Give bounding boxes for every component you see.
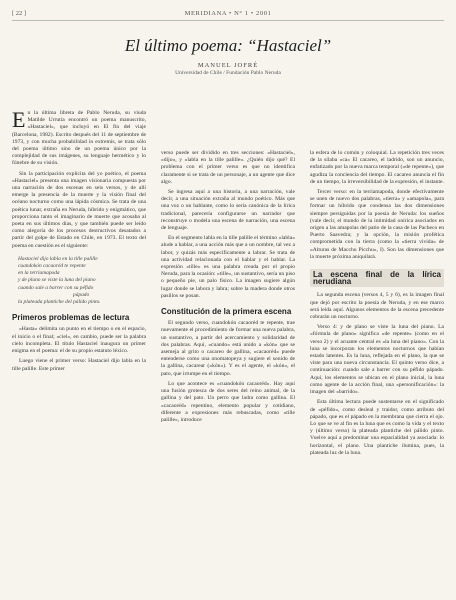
paragraph: El segundo verso, cuandokón cacaoréd te repente, trae nuevamente el procedimiento de formar una nueva palabra, un sustantivo, a partir del acercamiento y solidaridad de dos palabras. Aquí, «cuando» está unido a «kón» que se asemeja al grito o cacareo de gallina, «cacaoréd» puede entenderse como una onomatopeya y sugiere el sonido de la gallina, cacarear («kón»). Y es el agente, el «kón», el pato, que irrumpe en el tiempo.: [161, 320, 295, 377]
paragraph: la esfera de lo común y coloquial. La repetición tres veces de la sílaba «ca» El cacareo, el ladrido, son un anuncio, enfatizado por la nueva marca temporal («de repente»), que agudiza la conciencia del tiempo. El cacareo anuncia el fin de un tiempo, la irreversibilidad de la expresión, el instante.: [310, 150, 444, 185]
running-header: [12, 8, 444, 21]
paragraph: [12, 107, 146, 168]
paragraph: Verso 4: y de plano se viste la luna del piano. La «fórmula de plano» significa «de repente» (como en el verso 2) y el acuante central es «la luna del piano». Con la luna se incorporan los elementos nocturnos que habían estado latentes. Es la luna, reflejada en el plano, la que se viste para una nueva circunstancia. El quinto verso dice, a continuación: cuando sale a barrer con su péfido pápado. Aquí, los elementos se ubican en el plano inicial, la luna como agente de la acción final, una «personificación»: la imagen del «barrido».: [310, 324, 444, 396]
paragraph: Lo que acontece es «cuandokón cacaoréd». Hay aquí una fusión grotesca de dos seres del reino animal, de la gallina y del pato. Un perro que ladra como gallina. El «cacaoréd» repentino, elemento popular y cotidiano, diferente a expresiones más rebuscadas, como «tille palille», introduce: [161, 380, 295, 423]
running-head: MERIDIANA • N° 1 • 2001: [184, 10, 272, 17]
poem-line: pápado: [73, 291, 90, 298]
article-author: MANUEL JOFRÉ: [197, 62, 259, 69]
section-heading: La escena final de la lírica nerudiana: [310, 269, 444, 287]
poem-line: en la terriamapoda: [18, 270, 60, 277]
paragraph: Sin la participación explícita del yo poético, el poema «Hastaciel» presenta una imagen visionaria compuesta por una narración de dos escenas en seis versos, y de allí emerge la presencia de la muerte y la visión final del océano nocturno como una lápida cósmica. Se trata de una poética lunar, extraña en Neruda, híbrido y enigmático, que proporciona tanto el imaginario de muerte que acosaba al poeta en sus últimos días, y que también puede ser leído como alegoría de los procesos destructivos desatados a partir del golpe de Estado en Chile, en 1973. El texto del poema en cuestión es el siguiente:: [12, 170, 146, 249]
paragraph: En el segmento labla en la tille palille el término «labla» alude a hablar, a una acción más que a un nombre, tal vez a labor, y quizás más específicamente a labrar. Se trata de una actividad relacionada con el hablar y el hablar. La expresión «tille» es una palabra creada por el propio Neruda, para la ocasión: «tille», un sustantivo, sería un piso o pequeño pie, un palo fisico. La imagen sugiere algún lugar donde se labora y labra; sobre la madera donde otros pasillos se posan.: [161, 235, 295, 299]
paragraph: Se ingresa aquí a una historia, a una narración, vale decir, a una situación extraña al mundo poético. Más que una voz o un hablante, como lo sería canónica de la lírica tradicional, parecería configurarse un narrador que reconstruye o modela una escena de narración, una escena de lenguaje.: [161, 189, 295, 232]
paragraph: Luego viene el primer verso: Hastaciel dijo labla en la tille palille. Este primer: [12, 358, 146, 372]
paragraph: La segunda escena (versos 4, 5 y 6), es la imagen final que dejó por escrito la poesía de Neruda, y en ese marco será leída aquí. Algunos elementos de la escena precedente cobrarán un nocturno.: [310, 292, 444, 321]
paragraph: verso puede ser dividido en tres secciones: «Hastaciel», «dijo», y «labla en la tille palille». ¿Quién dijo qué? El problema con el primer verso es que no identifica claramente si se trata de un personaje, a un agente que dice algo.: [161, 150, 295, 185]
author-affiliation: Universidad de Chile / Fundación Pablo Neruda: [175, 70, 281, 76]
section-heading: Primeros problemas de lectura: [12, 313, 130, 323]
paragraph: Esta última lectura puede sustentarse en el significado de «péfido», como desleal y traidor, como atributo del pápado, que es el pápado en la membrana que cierra el ojo. Lo que se ve al fin es la luna que es como la vida y el texto y (último verso) la plateada plantiche del pálido pinto. Vuelve aquí a predominar una espacialidad ya asociada: lo horizontal, el plano. Una plantiche ilumina, pues, la plateada luz de la luna.: [310, 399, 444, 456]
poem-block: [18, 256, 146, 306]
paragraph: Tercer verso: en la terriamapoda, donde efectivamente se unen de nuevo dos palabras, «tierra» y «amapola», para formar un híbrido que condensa las dos dimensiones siempre persiguidas por la poesía de Neruda: los sueños (vale decir, el mundo de la intimidad onírica asociados en origen a las amapolas del patio de la casa de las Pacheco en Puerto Saavedra; y la opción, la misión profética comprometida con la tierra (como la «tierra vivida» de «Alturas de Macchu Picchu», I). Son las dimensiones que la muerte próxima aniquilará.: [310, 189, 444, 260]
column-1: [12, 107, 146, 376]
paragraph-text: n la última libreta de Pablo Neruda, su viuda Matilde Urrutia encontró un poema manuscrito, «Hastaciel», que incluyó en El fin del viaje (Barcelona, 1982). Escrito después del 11 de septiembre de 1973, y con mucha probabilidad in extremis, se trata sólo del poema último sino de un poema único por la complejidad de sus imágenes, su lenguaje hermético y lo fúnebre de su visión.: [12, 110, 146, 167]
poem-line: y de plano se viste la luna del piano: [18, 277, 96, 284]
column-2: [161, 150, 295, 427]
article-title: El último poema: “Hastaciel”: [124, 36, 332, 55]
poem-line: cuandokón cacaoréd te repente: [18, 263, 86, 270]
poem-line: la plateada plantiche del pálido pinto.: [18, 299, 101, 306]
page-number: [ 22 ]: [12, 10, 27, 17]
poem-line: cuando sale a barrer con su péfido: [18, 284, 94, 291]
drop-cap: E: [12, 107, 26, 132]
column-3: [310, 150, 444, 460]
paragraph: «Hasta» delimita un punto en el tiempo o en el espacio, el inicio o el final; «ciel», en cambio, puede ser la palabra cielo incompleta. El título Hastaciel inaugura un primer enigma en el poema: el de su propio estatuto léxico.: [12, 326, 146, 355]
poem-line: Hastaciel dijo labla en la tille palille: [18, 255, 98, 262]
section-heading: Constitución de la primera escena: [161, 307, 292, 317]
